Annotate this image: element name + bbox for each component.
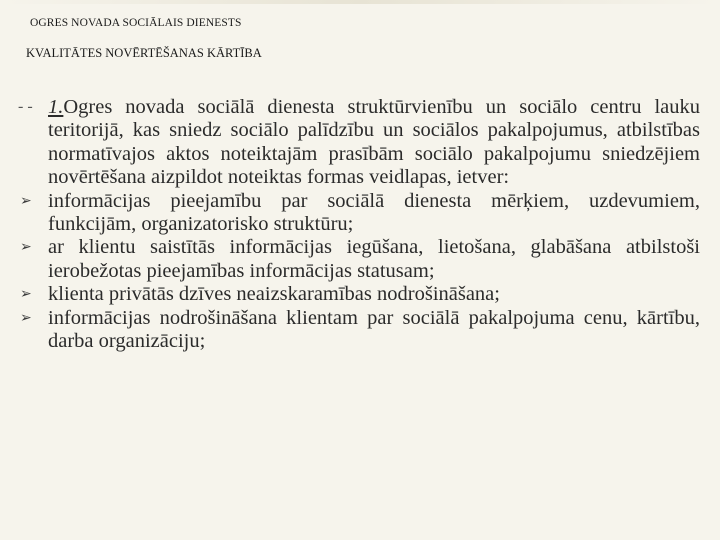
list-item (18, 307, 700, 354)
arrowhead-bullet-icon: ➢ (20, 287, 32, 303)
paragraph-1 (18, 96, 700, 190)
list-item-text: ar klientu saistītās informācijas iegūšana, lietošana, glabāšana atbilstoši ierobežotas pieejamības informācijas statusam; (48, 236, 700, 282)
list-item (18, 283, 700, 306)
decorative-top-band (0, 0, 720, 4)
document-subtitle: KVALITĀTES NOVĒRTĒŠANAS KĀRTĪBA (26, 46, 262, 60)
organization-title: OGRES NOVADA SOCIĀLAIS DIENESTS (30, 17, 242, 29)
paragraph-text: Ogres novada sociālā dienesta struktūrvienību un sociālo centru lauku teritorijā, kas sniedz sociālo palīdzību un sociālos pakalpojumus, atbilstības normatīvajos aktos noteiktajām prasībām sociālo pakalpojumu sniedzējiem novērtēšana aizpildot noteiktas formas veidlapas, ietver: (48, 96, 700, 189)
dash-marker-icon (18, 96, 46, 120)
arrowhead-bullet-icon: ➢ (20, 310, 32, 326)
list-item (18, 236, 700, 283)
paragraph-number: 1. (48, 96, 64, 118)
arrowhead-bullet-icon: ➢ (20, 193, 32, 209)
slide-content (18, 96, 700, 353)
list-item (18, 190, 700, 237)
arrowhead-bullet-icon: ➢ (20, 240, 32, 256)
bullet-list (18, 190, 700, 354)
list-item-text: informācijas pieejamību par sociālā dienesta mērķiem, uzdevumiem, funkcijām, organizatorisko struktūru; (48, 189, 700, 236)
list-item-text: informācijas nodrošināšana klientam par sociālā pakalpojuma cenu, kārtību, darba organizāciju; (48, 306, 700, 353)
list-item-text: klienta privātās dzīves neaizskaramības nodrošināšana; (48, 283, 500, 306)
